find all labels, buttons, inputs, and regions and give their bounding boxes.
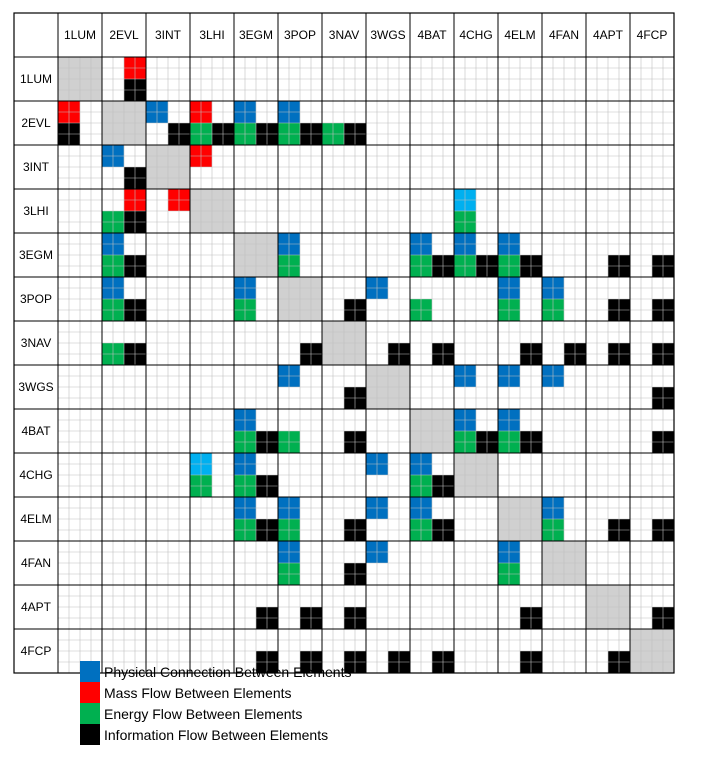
column-header-4bat: 4BAT: [417, 28, 447, 42]
row-header-4bat: 4BAT: [21, 424, 51, 438]
row-header-2evl: 2EVL: [21, 116, 51, 130]
legend: [80, 661, 351, 745]
legend-label-mass: Mass Flow Between Elements: [104, 684, 292, 701]
row-header-1lum: 1LUM: [19, 72, 53, 86]
row-header-3pop: 3POP: [19, 292, 53, 306]
column-header-4chg: 4CHG: [459, 28, 493, 42]
legend-item-energy: [80, 703, 351, 724]
legend-item-mass: [80, 682, 351, 703]
column-header-4fan: 4FAN: [548, 28, 580, 42]
legend-swatch-energy: [80, 703, 100, 724]
column-header-4elm: 4ELM: [504, 28, 536, 42]
row-header-4apt: 4APT: [20, 600, 52, 614]
row-header-3wgs: 3WGS: [18, 380, 54, 394]
legend-swatch-physical: [80, 661, 100, 682]
row-header-3int: 3INT: [22, 160, 50, 174]
legend-swatch-mass: [80, 682, 100, 703]
legend-label-information: Information Flow Between Elements: [104, 726, 329, 743]
legend-label-physical: Physical Connection Between Elements: [104, 663, 352, 680]
column-header-3pop: 3POP: [283, 28, 317, 42]
column-header-1lum: 1LUM: [63, 28, 97, 42]
row-header-3egm: 3EGM: [18, 248, 54, 262]
column-header-4apt: 4APT: [592, 28, 624, 42]
column-header-3egm: 3EGM: [238, 28, 274, 42]
column-header-2evl: 2EVL: [109, 28, 139, 42]
legend-swatch-information: [80, 724, 100, 745]
column-header-3nav: 3NAV: [328, 28, 360, 42]
legend-item-physical: [80, 661, 351, 682]
column-header-3wgs: 3WGS: [370, 28, 406, 42]
row-header-4elm: 4ELM: [20, 512, 52, 526]
row-header-4fcp: 4FCP: [20, 644, 52, 658]
row-header-4chg: 4CHG: [19, 468, 53, 482]
legend-label-energy: Energy Flow Between Elements: [104, 705, 303, 722]
column-header-3int: 3INT: [154, 28, 182, 42]
row-header-3nav: 3NAV: [20, 336, 52, 350]
column-header-4fcp: 4FCP: [636, 28, 668, 42]
legend-item-information: [80, 724, 351, 745]
row-header-3lhi: 3LHI: [23, 204, 49, 218]
row-header-4fan: 4FAN: [20, 556, 52, 570]
column-header-3lhi: 3LHI: [199, 28, 225, 42]
